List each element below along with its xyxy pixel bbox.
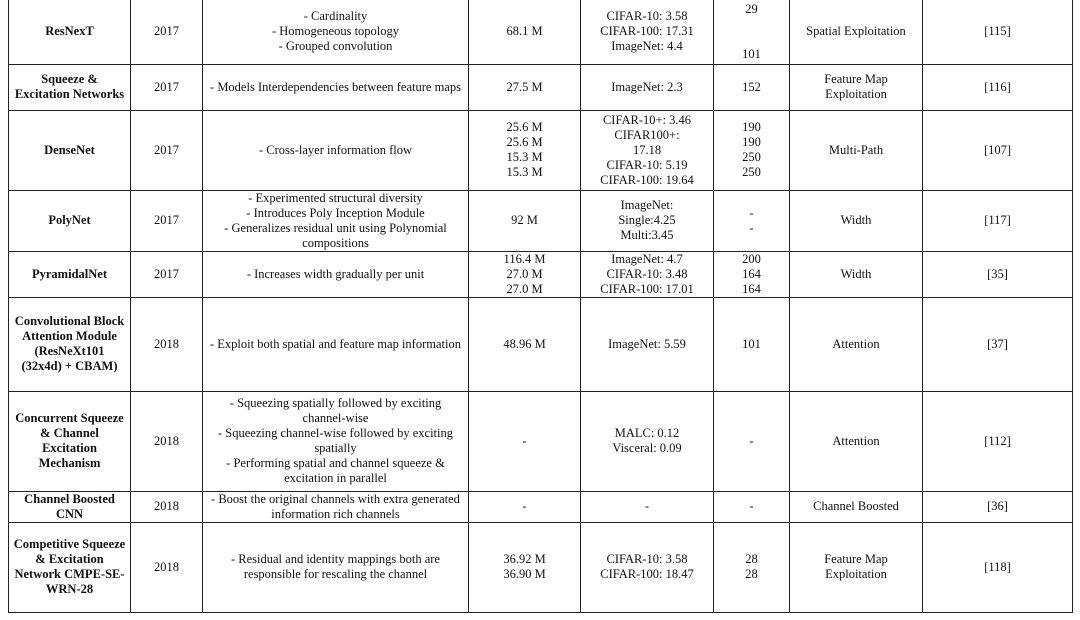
- table-row: [9, 391, 1073, 491]
- features-cell: [203, 190, 469, 251]
- features-cell-line: - Introduces Poly Inception Module: [246, 205, 425, 220]
- depth-cell-line: 164: [742, 281, 761, 296]
- depth-cell: [714, 251, 790, 297]
- error-rate-cell-line: CIFAR-100: 17.01: [600, 281, 694, 296]
- features-cell: [203, 491, 469, 522]
- category-cell: Attention: [790, 297, 923, 391]
- reference-cell: [112]: [923, 391, 1073, 491]
- depth-cell-line: -: [749, 205, 754, 220]
- features-cell: [203, 64, 469, 110]
- features-cell-line: - Increases width gradually per unit: [246, 266, 425, 281]
- architecture-name: ResNexT: [9, 0, 131, 64]
- reference-cell: [115]: [923, 0, 1073, 64]
- depth-cell-line: 152: [742, 79, 761, 94]
- depth-cell-line: 29: [745, 1, 758, 16]
- features-cell-line: - Residual and identity mappings both are responsible for rescaling the channel: [231, 552, 440, 581]
- year-cell: 2017: [131, 64, 203, 110]
- architecture-table: [8, 0, 1073, 613]
- architecture-name: Convolutional Block Attention Module (ResNeXt101 (32x4d) + CBAM): [9, 297, 131, 391]
- reference-cell: [116]: [923, 64, 1073, 110]
- parameters-cell-line: 48.96 M: [503, 336, 546, 351]
- features-cell-line: - Cardinality: [303, 9, 368, 24]
- depth-cell-line: [718, 32, 785, 47]
- parameters-cell-line: 36.92 M: [503, 552, 546, 566]
- features-cell: [203, 251, 469, 297]
- depth-cell: [714, 0, 790, 64]
- category-cell: Width: [790, 190, 923, 251]
- features-cell-line: - Performing spatial and channel squeeze & excitation in parallel: [226, 456, 445, 485]
- error-rate-cell-line: 17.18: [632, 142, 662, 157]
- error-rate-cell: [581, 391, 714, 491]
- reference-cell: [36]: [923, 491, 1073, 522]
- error-rate-cell: [581, 110, 714, 190]
- parameters-cell-line: 25.6 M: [506, 120, 543, 134]
- features-cell-line: - Experimented structural diversity: [248, 190, 423, 205]
- depth-cell: [714, 522, 790, 612]
- parameters-cell: [469, 0, 581, 64]
- reference-cell: [37]: [923, 297, 1073, 391]
- depth-cell-line: -: [749, 220, 754, 235]
- year-cell: 2017: [131, 251, 203, 297]
- error-rate-cell-line: ImageNet: 2.3: [611, 79, 683, 94]
- parameters-cell-line: 15.3 M: [506, 165, 543, 179]
- year-cell: 2018: [131, 297, 203, 391]
- parameters-cell-line: -: [522, 499, 527, 513]
- features-cell: [203, 297, 469, 391]
- reference-cell: [35]: [923, 251, 1073, 297]
- table-row: [9, 297, 1073, 391]
- error-rate-cell-line: CIFAR-10: 3.58: [606, 9, 688, 24]
- depth-cell-line: -: [749, 499, 754, 513]
- depth-cell-line: 200: [742, 251, 761, 266]
- error-rate-cell-line: Visceral: 0.09: [612, 441, 682, 455]
- depth-cell: [714, 64, 790, 110]
- architecture-name: PolyNet: [9, 190, 131, 251]
- error-rate-cell-line: CIFAR-10+: 3.46: [602, 112, 692, 127]
- year-cell: 2018: [131, 522, 203, 612]
- features-cell-line: - Grouped convolution: [278, 39, 393, 54]
- error-rate-cell-line: -: [644, 499, 650, 513]
- depth-cell-line: [718, 17, 785, 32]
- error-rate-cell-line: Single:4.25: [618, 213, 676, 227]
- error-rate-cell: [581, 297, 714, 391]
- parameters-cell-line: 116.4 M: [503, 251, 546, 266]
- year-cell: 2018: [131, 491, 203, 522]
- features-cell-line: - Cross-layer information flow: [258, 142, 413, 157]
- architecture-name: Squeeze & Excitation Networks: [9, 64, 131, 110]
- features-cell-line: - Boost the original channels with extra generated information rich channels: [211, 491, 460, 521]
- depth-cell-line: -: [749, 433, 754, 448]
- category-cell: Width: [790, 251, 923, 297]
- depth-cell-line: 28: [745, 567, 758, 581]
- depth-cell: [714, 491, 790, 522]
- error-rate-cell: [581, 251, 714, 297]
- table-row: [9, 0, 1073, 64]
- error-rate-cell-line: CIFAR-10: 3.58: [606, 552, 688, 566]
- error-rate-cell-line: Multi:3.45: [620, 228, 674, 242]
- features-cell: [203, 0, 469, 64]
- error-rate-cell-line: ImageNet: 4.4: [611, 39, 683, 54]
- parameters-cell: [469, 110, 581, 190]
- features-cell-line: - Exploit both spatial and feature map information: [210, 336, 461, 351]
- error-rate-cell-line: CIFAR100+:: [614, 127, 680, 142]
- parameters-cell-line: 27.0 M: [506, 281, 543, 296]
- error-rate-cell: [581, 64, 714, 110]
- category-cell: Spatial Exploitation: [790, 0, 923, 64]
- architecture-name: Channel Boosted CNN: [9, 491, 131, 522]
- features-cell-line: - Homogeneous topology: [271, 24, 400, 39]
- depth-cell: [714, 190, 790, 251]
- error-rate-cell: [581, 190, 714, 251]
- table-row: [9, 491, 1073, 522]
- depth-cell-line: 190: [742, 120, 761, 134]
- parameters-cell-line: 36.90 M: [503, 567, 546, 581]
- features-cell: [203, 391, 469, 491]
- architecture-name: DenseNet: [9, 110, 131, 190]
- error-rate-cell-line: CIFAR-100: 19.64: [600, 172, 694, 187]
- parameters-cell-line: 68.1 M: [506, 24, 543, 39]
- error-rate-cell-line: ImageNet:: [620, 198, 674, 212]
- reference-cell: [118]: [923, 522, 1073, 612]
- category-cell: Feature Map Exploitation: [790, 64, 923, 110]
- table-row: [9, 110, 1073, 190]
- error-rate-cell: [581, 522, 714, 612]
- table-row: [9, 522, 1073, 612]
- parameters-cell: [469, 190, 581, 251]
- table-body: [9, 0, 1073, 612]
- parameters-cell: [469, 522, 581, 612]
- category-cell: Feature Map Exploitation: [790, 522, 923, 612]
- depth-cell-line: 250: [742, 150, 761, 164]
- error-rate-cell-line: ImageNet: 5.59: [608, 336, 686, 351]
- parameters-cell-line: 27.5 M: [506, 79, 543, 94]
- error-rate-cell-line: CIFAR-10: 3.48: [606, 266, 688, 281]
- error-rate-cell-line: ImageNet: 4.7: [611, 251, 683, 266]
- parameters-cell: [469, 391, 581, 491]
- depth-cell-line: 164: [742, 266, 761, 281]
- year-cell: 2017: [131, 0, 203, 64]
- year-cell: 2017: [131, 110, 203, 190]
- parameters-cell-line: -: [522, 433, 527, 448]
- error-rate-cell-line: CIFAR-100: 17.31: [600, 24, 694, 39]
- error-rate-cell-line: MALC: 0.12: [614, 426, 680, 440]
- features-cell-line: - Generalizes residual unit using Polynomial compositions: [224, 220, 447, 250]
- table-row: [9, 251, 1073, 297]
- architecture-name: Concurrent Squeeze & Channel Excitation Mechanism: [9, 391, 131, 491]
- parameters-cell-line: 15.3 M: [506, 150, 543, 164]
- parameters-cell-line: 92 M: [511, 213, 538, 227]
- table-row: [9, 190, 1073, 251]
- parameters-cell: [469, 64, 581, 110]
- depth-cell-line: 190: [742, 135, 761, 149]
- features-cell: [203, 110, 469, 190]
- category-cell: Channel Boosted: [790, 491, 923, 522]
- category-cell: Attention: [790, 391, 923, 491]
- features-cell-line: - Squeezing channel-wise followed by exciting spatially: [218, 426, 453, 455]
- year-cell: 2018: [131, 391, 203, 491]
- depth-cell: [714, 110, 790, 190]
- features-cell: [203, 522, 469, 612]
- depth-cell-line: 28: [745, 552, 758, 566]
- category-cell: Multi-Path: [790, 110, 923, 190]
- reference-cell: [107]: [923, 110, 1073, 190]
- parameters-cell: [469, 251, 581, 297]
- depth-cell-line: 101: [742, 336, 761, 351]
- depth-cell-line: 101: [742, 46, 761, 61]
- error-rate-cell: [581, 0, 714, 64]
- features-cell-line: - Models Interdependencies between feature maps: [210, 79, 461, 94]
- parameters-cell-line: 27.0 M: [506, 266, 543, 281]
- features-cell-line: - Squeezing spatially followed by exciting channel-wise: [229, 396, 442, 425]
- table-row: [9, 64, 1073, 110]
- year-cell: 2017: [131, 190, 203, 251]
- depth-cell: [714, 391, 790, 491]
- depth-cell-line: 250: [742, 165, 761, 179]
- depth-cell: [714, 297, 790, 391]
- error-rate-cell-line: CIFAR-10: 5.19: [606, 157, 688, 172]
- parameters-cell: [469, 297, 581, 391]
- architecture-name: PyramidalNet: [9, 251, 131, 297]
- reference-cell: [117]: [923, 190, 1073, 251]
- error-rate-cell-line: CIFAR-100: 18.47: [600, 567, 694, 581]
- architecture-name: Competitive Squeeze & Excitation Network CMPE-SE-WRN-28: [9, 522, 131, 612]
- parameters-cell-line: 25.6 M: [506, 135, 543, 149]
- error-rate-cell: [581, 491, 714, 522]
- parameters-cell: [469, 491, 581, 522]
